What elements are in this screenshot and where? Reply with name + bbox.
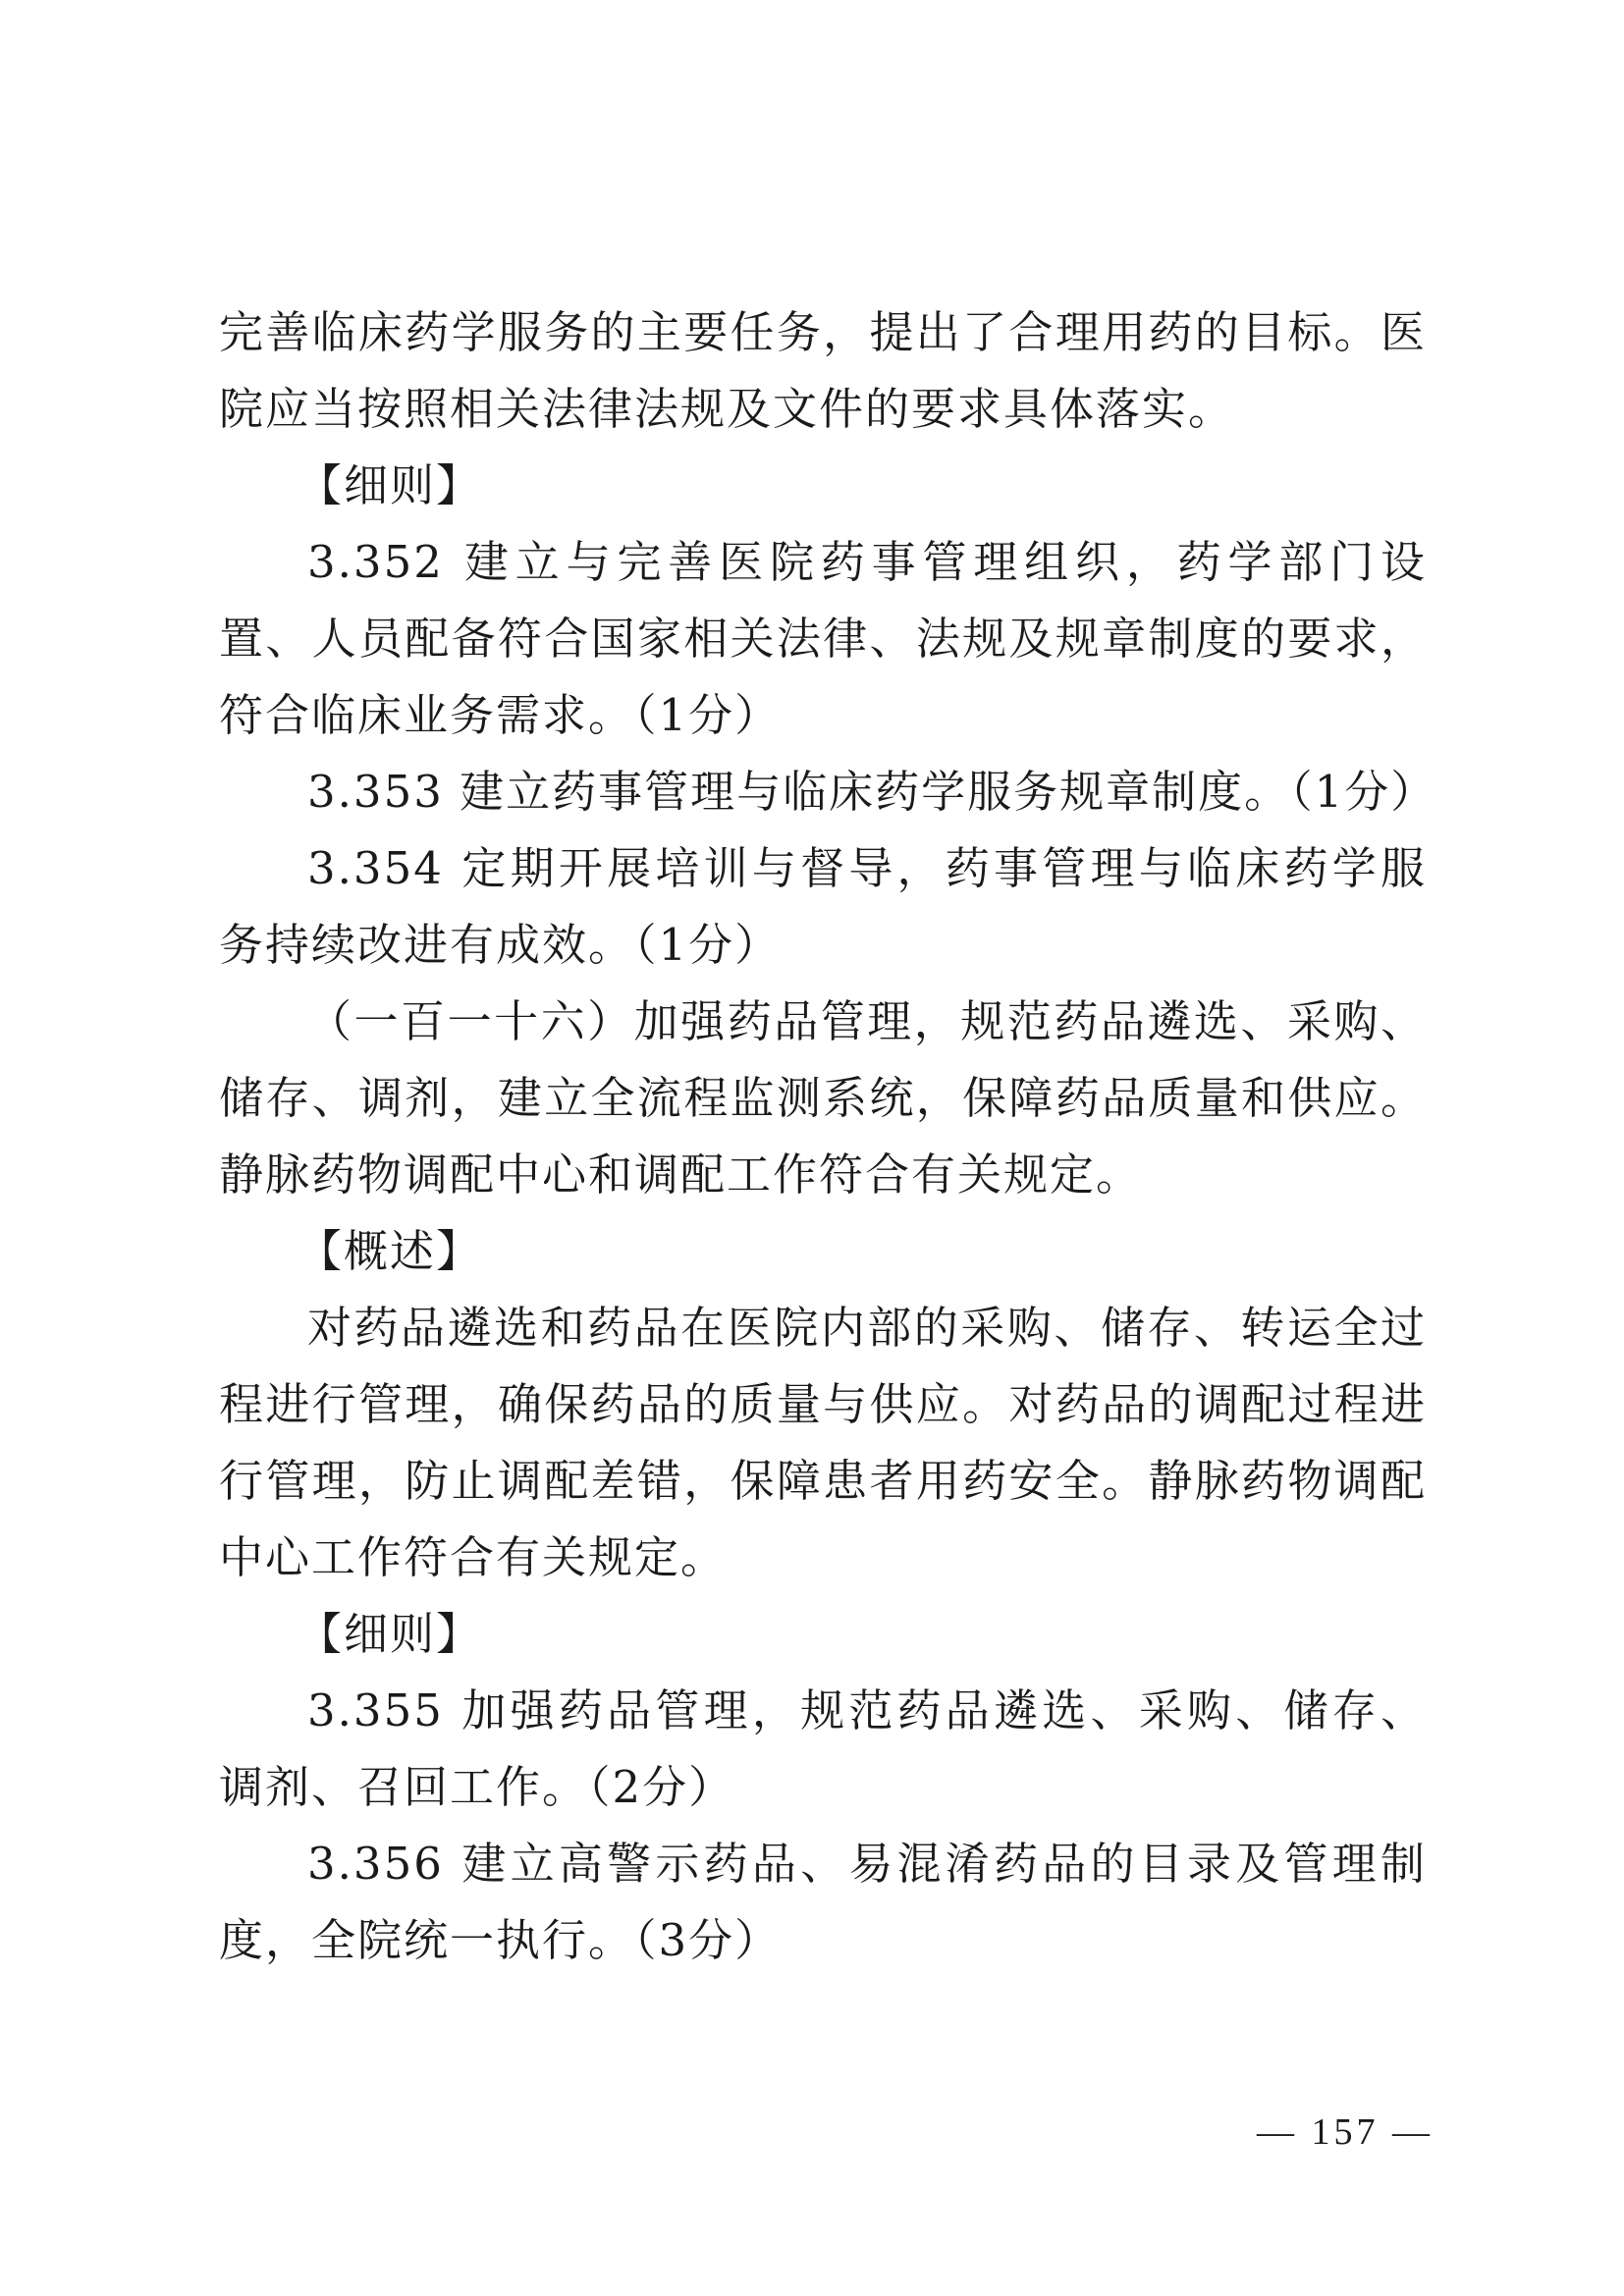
section-heading-overview: 【概述】 (298, 1225, 483, 1277)
paragraph-intro-continuation: 完善临床药学服务的主要任务，提出了合理用药的目标。医院应当按照相关法律法规及文件的要求具体落实。 (219, 306, 1427, 435)
rule-3-355: 3.355 加强药品管理，规范药品遴选、采购、储存、调剂、召回工作。（2分） (219, 1684, 1427, 1813)
article-116: （一百一十六）加强药品管理，规范药品遴选、采购、储存、调剂，建立全流程监测系统，保障药品质量和供应。静脉药物调配中心和调配工作符合有关规定。 (219, 995, 1427, 1201)
section-heading-rules-2: 【细则】 (298, 1608, 483, 1660)
page-number: — 157 — (1257, 2111, 1434, 2153)
overview-paragraph: 对药品遴选和药品在医院内部的采购、储存、转运全过程进行管理，确保药品的质量与供应。对药品的调配过程进行管理，防止调配差错，保障患者用药安全。静脉药物调配中心工作符合有关规定。 (219, 1302, 1427, 1583)
rule-3-354: 3.354 定期开展培训与督导，药事管理与临床药学服务持续改进有成效。（1分） (219, 842, 1427, 971)
page-body (219, 294, 1437, 1979)
rule-3-352: 3.352 建立与完善医院药事管理组织，药学部门设置、人员配备符合国家相关法律、法规及规章制度的要求，符合临床业务需求。（1分） (219, 536, 1427, 741)
section-heading-rules: 【细则】 (298, 459, 483, 511)
rule-3-353: 3.353 建立药事管理与临床药学服务规章制度。（1分） (307, 766, 1437, 818)
rule-3-356: 3.356 建立高警示药品、易混淆药品的目录及管理制度，全院统一执行。（3分） (219, 1838, 1427, 1966)
